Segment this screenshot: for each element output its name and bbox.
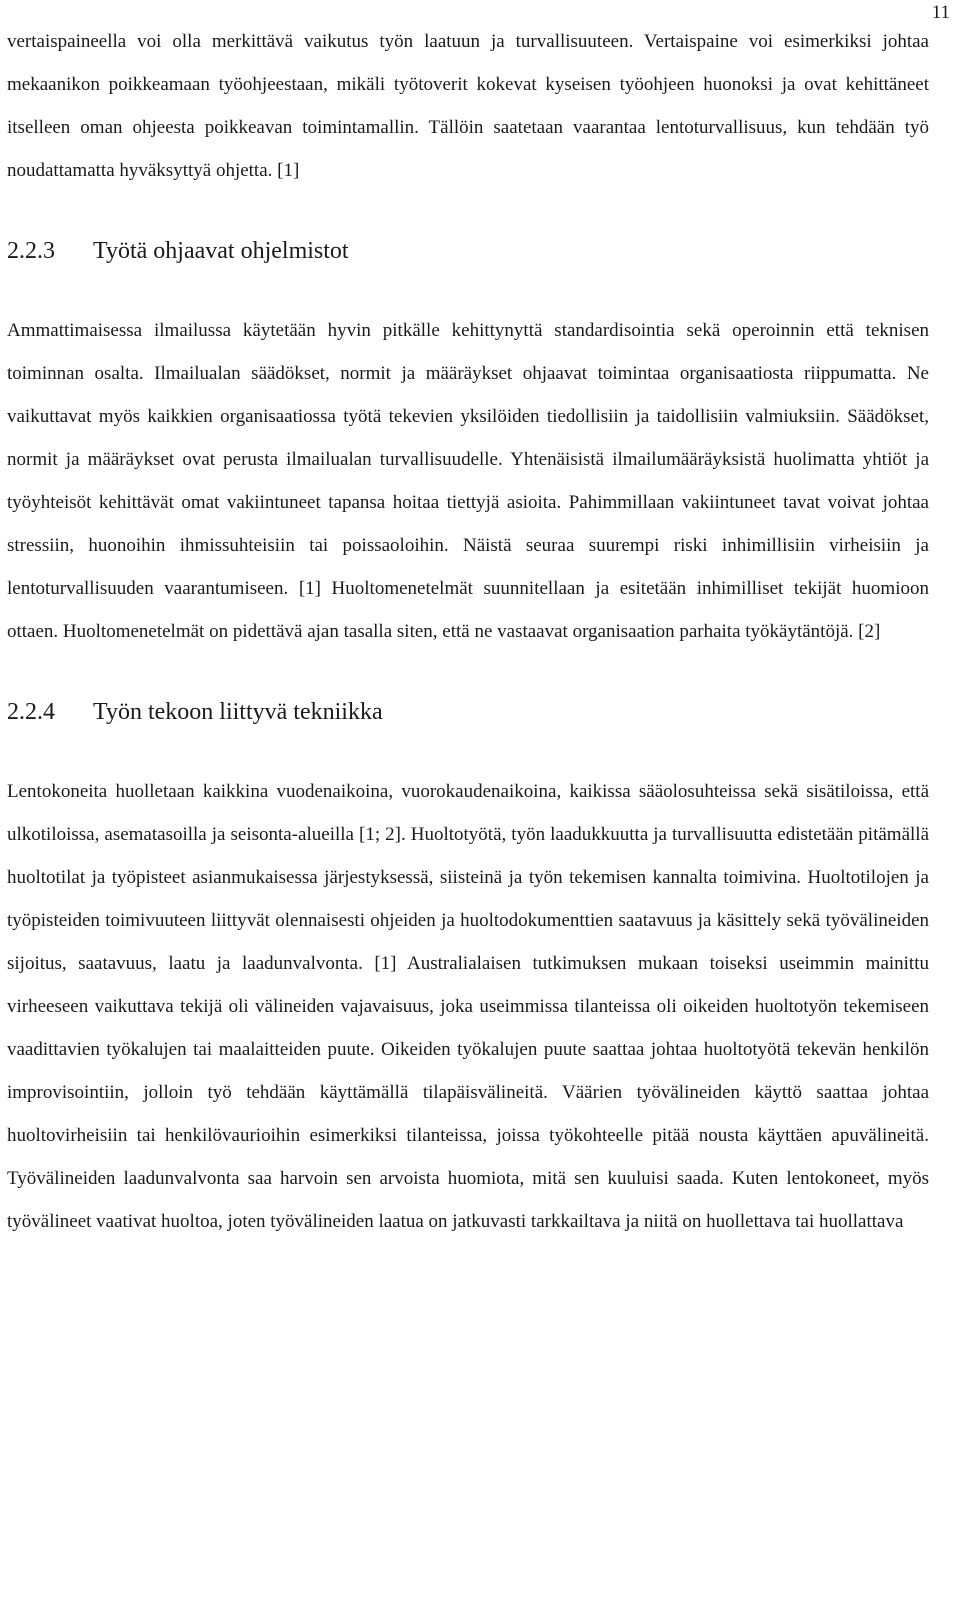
section-heading-2-2-4	[7, 698, 929, 726]
section-title: Työtä ohjaavat ohjelmistot	[93, 238, 349, 264]
section-heading-2-2-3	[7, 237, 929, 265]
paragraph-maintenance-technology: Lentokoneita huolletaan kaikkina vuodenaikoina, vuorokaudenaikoina, kaikissa sääolosuhteissa sekä sisätiloissa, että ulkotiloissa, asematasoilla ja seisonta-alueilla [1; 2]. Huoltotyötä, työn laadukkuutta ja turvallisuutta edistetään pitämällä huoltotilat ja työpisteet asianmukaisessa järjestyksessä, siisteinä ja työn tekemisen kannalta toimivina. Huoltotilojen ja työpisteiden toimivuuteen liittyvät olennaisesti ohjeiden ja huoltodokumenttien saatavuus ja käsittely sekä työvälineiden sijoitus, saatavuus, laatu ja laadunvalvonta. [1] Australialaisen tutkimuksen mukaan toiseksi useimmin mainittu virheeseen vaikuttava tekijä oli välineiden vajavaisuus, joka useimmissa tilanteissa oli oikeiden huoltotyön tekemiseen vaadittavien työkalujen tai maalaitteiden puute. Oikeiden työkalujen puute saattaa johtaa huoltotyötä tekevän henkilön improvisointiin, jolloin työ tehdään käyttämällä tilapäisvälineitä. Väärien työvälineiden käyttö saattaa johtaa huoltovirheisiin tai henkilövaurioihin esimerkiksi tilanteissa, joissa työkohteelle pitää nousta käyttäen apuvälineitä. Työvälineiden laadunvalvonta saa harvoin sen arvoista huomiota, mitä sen kuuluisi saada. Kuten lentokoneet, myös työvälineet vaativat huoltoa, joten työvälineiden laatua on jatkuvasti tarkkailtava ja niitä on huollettava tai huollattava	[7, 781, 929, 1232]
page-number: 11	[931, 2, 950, 23]
section-number: 2.2.3	[7, 238, 55, 264]
paragraph-peer-pressure: vertaispaineella voi olla merkittävä vaikutus työn laatuun ja turvallisuuteen. Vertaispaine voi esimerkiksi johtaa mekaanikon poikkeamaan työohjeestaan, mikäli työtoverit kokevat kyseisen työohjeen huonoksi ja ovat kehittäneet itselleen oman ohjeesta poikkeavan toimintamallin. Tällöin saatetaan vaarantaa lentoturvallisuus, kun tehdään työ noudattamatta hyväksyttyä ohjetta. [1]	[7, 31, 929, 181]
paragraph-regulations: Ammattimaisessa ilmailussa käytetään hyvin pitkälle kehittynyttä standardisointia sekä operoinnin että teknisen toiminnan osalta. Ilmailualan säädökset, normit ja määräykset ohjaavat toimintaa organisaatiosta riippumatta. Ne vaikuttavat myös kaikkien organisaatiossa työtä tekevien yksilöiden tiedollisiin ja taidollisiin valmiuksiin. Säädökset, normit ja määräykset ovat perusta ilmailualan turvallisuudelle. Yhtenäisistä ilmailumääräyksistä huolimatta yhtiöt ja työyhteisöt kehittävät omat vakiintuneet tapansa hoitaa tiettyjä asioita. Pahimmillaan vakiintuneet tavat voivat johtaa stressiin, huonoihin ihmissuhteisiin tai poissaoloihin. Näistä seuraa suurempi riski inhimillisiin virheisiin ja lentoturvallisuuden vaarantumiseen. [1] Huoltomenetelmät suunnitellaan ja esitetään inhimilliset tekijät huomioon ottaen. Huoltomenetelmät on pidettävä ajan tasalla siten, että ne vastaavat organisaation parhaita työkäytäntöjä. [2]	[7, 320, 929, 642]
section-number: 2.2.4	[7, 699, 55, 725]
document-body	[7, 20, 929, 1243]
section-title: Työn tekoon liittyvä tekniikka	[93, 699, 383, 725]
